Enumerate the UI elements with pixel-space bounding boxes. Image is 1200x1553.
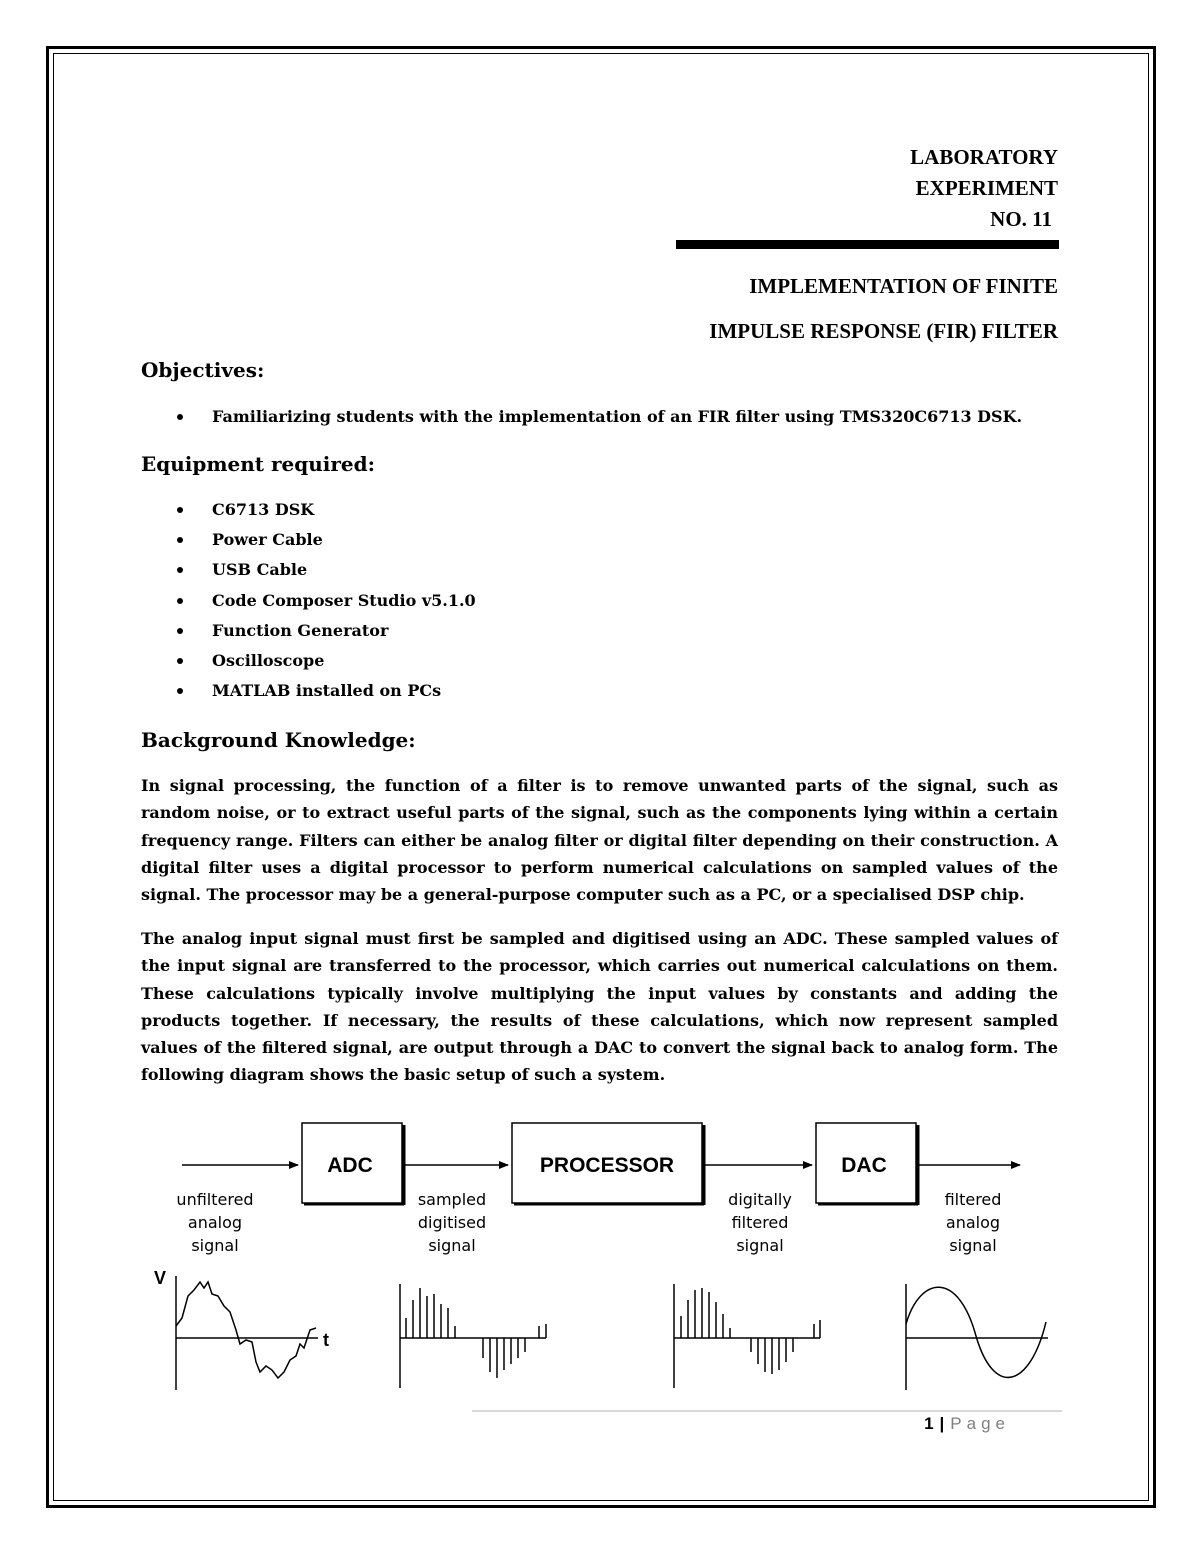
filtered-bars [681, 1288, 820, 1374]
label-sampled-signal: signal [428, 1236, 476, 1255]
equipment-item: Oscilloscope [141, 646, 476, 676]
unfiltered-waveform [176, 1282, 316, 1378]
equipment-item: Power Cable [141, 525, 476, 555]
processor-label: PROCESSOR [539, 1154, 675, 1177]
objectives-list [141, 402, 1022, 432]
label-digitised: digitised [417, 1213, 487, 1232]
equipment-item: MATLAB installed on PCs [141, 676, 476, 706]
filtered-sine-waveform [906, 1287, 1046, 1377]
title-line-2: IMPULSE RESPONSE (FIR) FILTER [709, 319, 1058, 343]
label-unfiltered-analog: analog [187, 1213, 243, 1232]
label-output-filtered: filtered [944, 1190, 1002, 1209]
background-heading: Background Knowledge: [141, 728, 416, 752]
objectives-heading: Objectives: [141, 358, 265, 382]
lab-line-1: LABORATORY [910, 145, 1058, 169]
footer-rule [472, 1410, 1062, 1412]
background-paragraph-2: The analog input signal must first be sampled and digitised using an ADC. These sampled values of the input signal are transferred to the processor, which carries out numerical calculations on them. These calculations typically involve multiplying the input values by constants and adding the products together. If necessary, the results of these calculations, which now represent sampled values of the filtered signal, are output through a DAC to convert the signal back to analog form. The following diagram shows the basic setup of such a system. [141, 929, 1058, 1085]
lab-line-2: EXPERIMENT [915, 176, 1058, 200]
label-sampled: sampled [417, 1190, 487, 1209]
axis-v-label: V [154, 1268, 167, 1288]
adc-label: ADC [327, 1154, 373, 1177]
label-filtered-signal: signal [736, 1236, 784, 1255]
equipment-item: Function Generator [141, 616, 476, 646]
experiment-title [709, 264, 1058, 354]
page-number: 1 [924, 1414, 934, 1433]
label-unfiltered: unfiltered [176, 1190, 254, 1209]
label-digitally: digitally [728, 1190, 792, 1209]
equipment-item: USB Cable [141, 555, 476, 585]
background-paragraph-1: In signal processing, the function of a filter is to remove unwanted parts of the signal, such as random noise, or to extract useful parts of the signal, such as the components lying within a certain frequency range. Filters can either be analog filter or digital filter depending on their construction. A digital filter uses a digital processor to perform numerical calculations on sampled values of the signal. The processor may be a general-purpose computer such as a PC, or a specialised DSP chip. [141, 776, 1058, 905]
objective-item: Familiarizing students with the implementation of an FIR filter using TMS320C6713 DSK. [141, 402, 1022, 432]
equipment-heading: Equipment required: [141, 452, 375, 476]
footer-separator: | [939, 1414, 945, 1433]
equipment-item: Code Composer Studio v5.1.0 [141, 586, 476, 616]
sampled-bars [406, 1288, 546, 1378]
title-line-1: IMPLEMENTATION OF FINITE [749, 274, 1058, 298]
equipment-item: C6713 DSK [141, 495, 476, 525]
dac-label: DAC [841, 1154, 887, 1177]
axis-t-label-visible: t [323, 1330, 329, 1350]
lab-line-3: NO. 11 [990, 207, 1052, 231]
equipment-list [141, 495, 476, 706]
page-footer [924, 1414, 1010, 1434]
lab-experiment-heading [910, 142, 1058, 235]
title-rule [676, 240, 1059, 249]
label-filtered: filtered [731, 1213, 789, 1232]
dsp-system-diagram [150, 1108, 1060, 1408]
label-unfiltered-signal: signal [191, 1236, 239, 1255]
label-output-analog: analog [945, 1213, 1001, 1232]
page-word: Page [950, 1414, 1010, 1433]
label-output-signal: signal [949, 1236, 997, 1255]
